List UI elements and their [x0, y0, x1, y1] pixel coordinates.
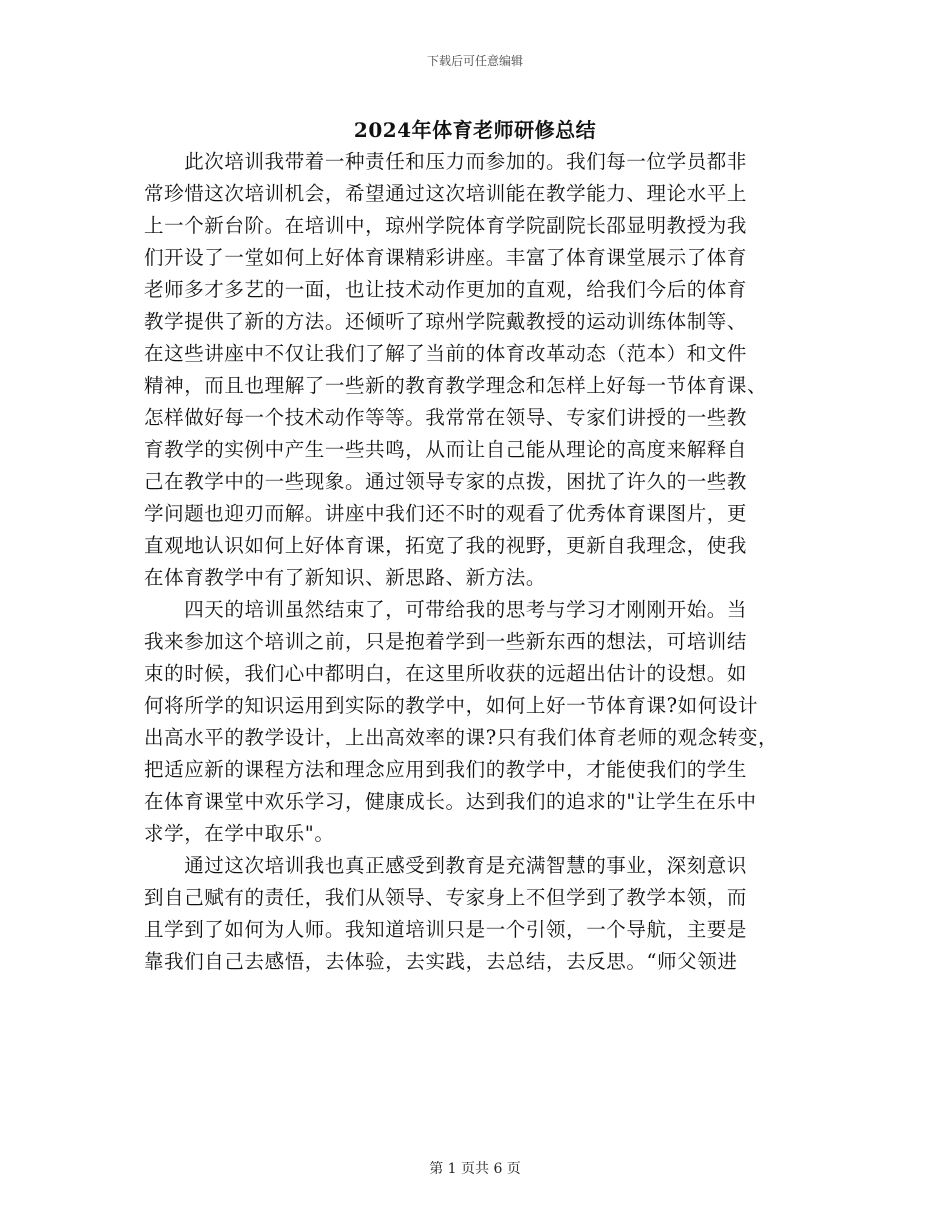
body-line: 求学，在学中取乐"。 [144, 822, 335, 845]
body-line: 上一个新台阶。在培训中，琼州学院体育学院副院长邵显明教授为我 [144, 214, 748, 237]
body-line: 通过这次培训我也真正感受到教育是充满智慧的事业，深刻意识 [144, 854, 748, 877]
body-line: 此次培训我带着一种责任和压力而参加的。我们每一位学员都非 [144, 150, 748, 173]
body-line: 出高水平的教学设计，上出高效率的课?只有我们体育老师的观念转变， [144, 726, 779, 749]
body-line: 己在教学中的一些现象。通过领导专家的点拨，困扰了许久的一些教 [144, 470, 748, 493]
body-line: 直观地认识如何上好体育课，拓宽了我的视野，更新自我理念，使我 [144, 534, 748, 557]
page-header-note: 下载后可任意编辑 [426, 54, 523, 68]
body-line: 怎样做好每一个技术动作等等。我常常在领导、专家们讲授的一些教 [144, 406, 748, 429]
body-line: 教学提供了新的方法。还倾听了琼州学院戴教授的运动训练体制等、 [144, 310, 748, 333]
document-title: 2024年体育老师研修总结 [353, 118, 597, 142]
body-line: 精神，而且也理解了一些新的教育教学理念和怎样上好每一节体育课、 [144, 374, 768, 397]
body-line: 在体育课堂中欢乐学习，健康成长。达到我们的追求的"让学生在乐中 [144, 790, 757, 813]
body-line: 老师多才多艺的一面，也让技术动作更加的直观，给我们今后的体育 [144, 278, 748, 301]
body-line: 何将所学的知识运用到实际的教学中，如何上好一节体育课?如何设计 [144, 694, 759, 717]
body-line: 育教学的实例中产生一些共鸣，从而让自己能从理论的高度来解释自 [144, 438, 748, 461]
body-line: 学问题也迎刃而解。讲座中我们还不时的观看了优秀体育课图片，更 [144, 502, 748, 525]
document-body [144, 146, 814, 978]
body-line: 靠我们自己去感悟，去体验，去实践，去总结，去反思。“师父领进 [144, 950, 738, 973]
body-line: 把适应新的课程方法和理念应用到我们的教学中，才能使我们的学生 [144, 758, 748, 781]
body-line: 束的时候，我们心中都明白，在这里所收获的远超出估计的设想。如 [144, 662, 748, 685]
body-line: 在体育教学中有了新知识、新思路、新方法。 [144, 566, 547, 589]
body-line: 在这些讲座中不仅让我们了解了当前的体育改革动态（范本）和文件 [144, 342, 748, 365]
body-line: 四天的培训虽然结束了，可带给我的思考与学习才刚刚开始。当 [144, 598, 748, 621]
body-line: 常珍惜这次培训机会，希望通过这次培训能在教学能力、理论水平上 [144, 182, 748, 205]
body-line: 们开设了一堂如何上好体育课精彩讲座。丰富了体育课堂展示了体育 [144, 246, 748, 269]
body-line: 我来参加这个培训之前，只是抱着学到一些新东西的想法，可培训结 [144, 630, 748, 653]
body-line: 到自己赋有的责任，我们从领导、专家身上不但学到了教学本领，而 [144, 886, 748, 909]
page-number-footer: 第 1 页共 6 页 [429, 1161, 521, 1177]
body-line: 且学到了如何为人师。我知道培训只是一个引领，一个导航，主要是 [144, 918, 748, 941]
